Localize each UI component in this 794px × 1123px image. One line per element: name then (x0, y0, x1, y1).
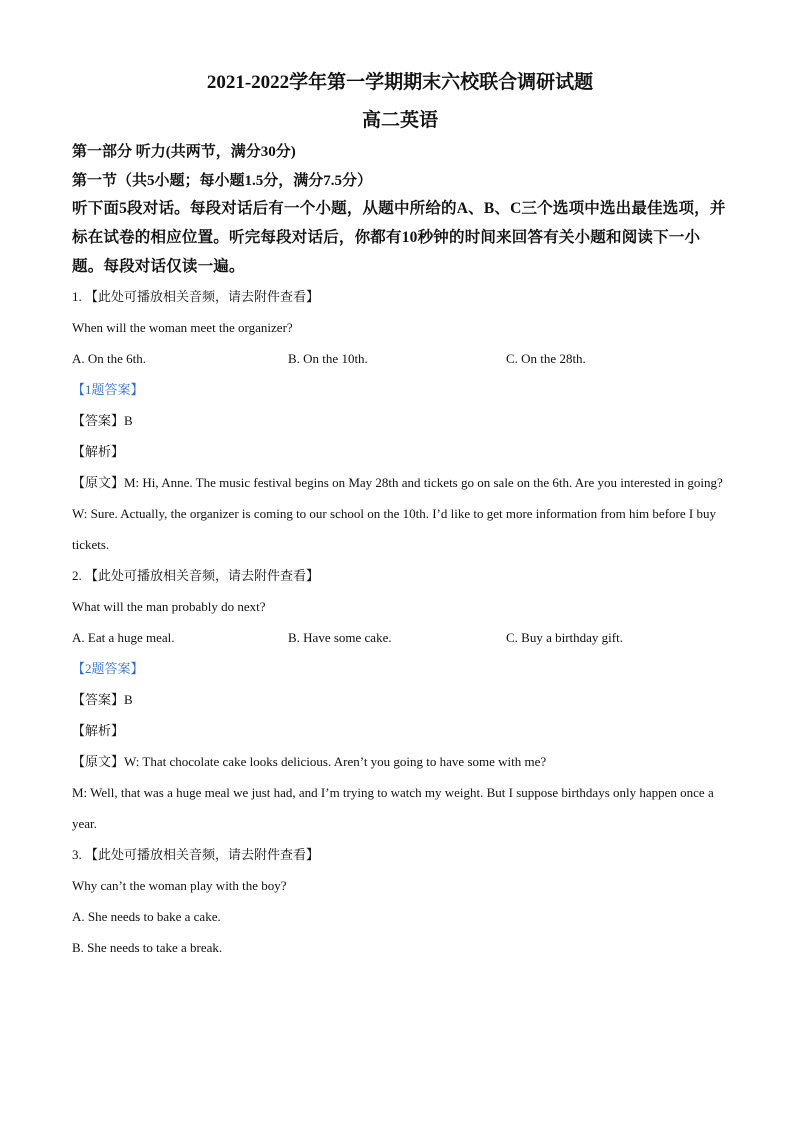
option-a: A. Eat a huge meal. (72, 630, 175, 645)
option-a: A. She needs to bake a cake. (72, 909, 221, 924)
question-text: When will the woman meet the organizer? (72, 320, 293, 335)
question-block-2 (72, 560, 728, 839)
answer-header: 【1题答案】 (72, 382, 144, 397)
option-c: C. Buy a birthday gift. (506, 630, 623, 645)
answer-header: 【2题答案】 (72, 661, 144, 676)
instructions: 听下面5段对话。每段对话后有一个小题，从题中所给的A、B、C三个选项中选出最佳选项，并标在试卷的相应位置。听完每段对话后，你都有10秒钟的时间来回答有关小题和阅读下一小题。每段对话仅读一遍。 (72, 200, 726, 275)
option-b: B. On the 10th. (288, 351, 368, 366)
document-page (72, 64, 728, 963)
section-title: 第一节（共5小题；每小题1.5分，满分7.5分） (72, 173, 373, 189)
option-a: A. On the 6th. (72, 351, 147, 366)
transcript-line: M: Well, that was a huge meal we just had, and I’m trying to watch my weight. But I suppose birthdays only happen once a year. (72, 785, 714, 831)
question-text: Why can’t the woman play with the boy? (72, 878, 287, 893)
question-block-1 (72, 281, 728, 560)
audio-note[interactable]: 3. 【此处可播放相关音频，请去附件查看】 (72, 847, 320, 862)
document-title: 2021-2022学年第一学期期末六校联合调研试题 (206, 72, 594, 93)
analysis-label: 【解析】 (72, 723, 125, 738)
analysis-label: 【解析】 (72, 444, 125, 459)
question-block-3 (72, 839, 728, 963)
transcript-line: 【原文】M: Hi, Anne. The music festival begins on May 28th and tickets go on sale on the 6th. Are you interested in going? (72, 475, 723, 490)
audio-note[interactable]: 1. 【此处可播放相关音频，请去附件查看】 (72, 289, 320, 304)
option-c: C. On the 28th. (506, 351, 586, 366)
audio-note[interactable]: 2. 【此处可播放相关音频，请去附件查看】 (72, 568, 320, 583)
options-row (72, 343, 728, 374)
document-subtitle: 高二英语 (361, 110, 438, 131)
options-row (72, 622, 728, 653)
transcript-line: 【原文】W: That chocolate cake looks delicious. Aren’t you going to have some with me? (72, 754, 547, 769)
answer: 【答案】B (72, 692, 133, 707)
option-b: B. Have some cake. (288, 630, 392, 645)
transcript-line: W: Sure. Actually, the organizer is coming to our school on the 10th. I’d like to get more information from him before I buy tickets. (72, 506, 716, 552)
part-title: 第一部分 听力(共两节，满分30分) (72, 144, 296, 160)
question-text: What will the man probably do next? (72, 599, 266, 614)
answer: 【答案】B (72, 413, 133, 428)
option-b: B. She needs to take a break. (72, 940, 223, 955)
